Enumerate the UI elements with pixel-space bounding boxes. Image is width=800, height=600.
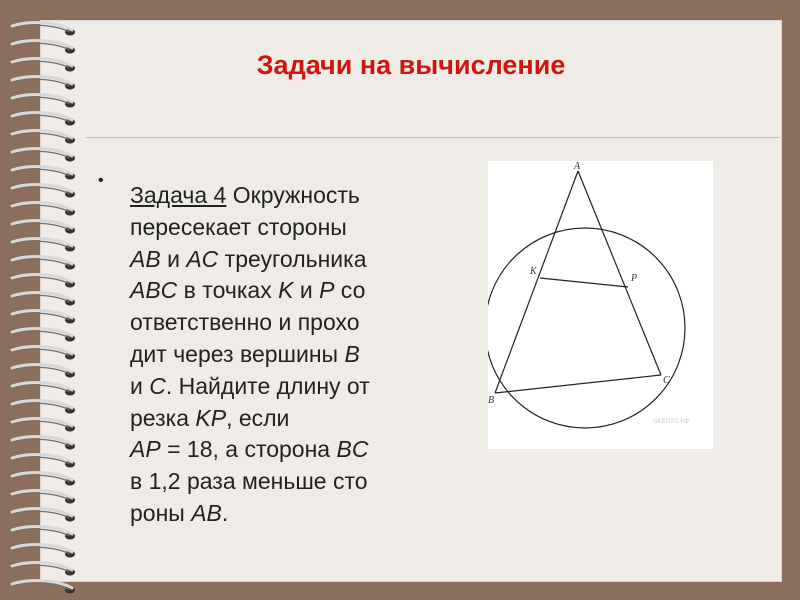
- binding-ring: [12, 293, 75, 306]
- binding-ring: [12, 329, 75, 342]
- task-line-5: ответственно и прохо: [130, 309, 360, 336]
- binding-ring: [12, 77, 75, 90]
- task-line-10: в 1,2 раза меньше сто: [130, 468, 368, 495]
- geometry-figure: [488, 161, 713, 449]
- binding-ring: [12, 473, 75, 486]
- side-ab: [495, 171, 578, 393]
- binding-ring: [12, 545, 75, 558]
- binding-ring: [12, 491, 75, 504]
- binding-ring: [12, 437, 75, 450]
- binding-ring: [12, 95, 75, 108]
- binding-ring: [12, 167, 75, 180]
- task-line-9: AP = 18, а сторона BC: [130, 436, 369, 463]
- label-p: P: [631, 273, 638, 284]
- task-line-4: ABC в точках K и P со: [130, 277, 366, 304]
- binding-ring: [12, 563, 75, 576]
- task-line-8: резка KP, если: [130, 404, 290, 431]
- watermark: OKEOTO.PФ: [653, 418, 690, 425]
- task-line-2: пересекает стороны: [130, 213, 347, 240]
- spiral-binding: [0, 0, 90, 600]
- binding-ring: [12, 131, 75, 144]
- slide-title: Задачи на вычисление: [256, 50, 566, 80]
- label-c: C: [663, 375, 670, 386]
- binding-ring: [12, 401, 75, 414]
- label-k: K: [530, 266, 537, 277]
- side-bc: [495, 375, 661, 393]
- binding-ring: [12, 185, 75, 198]
- binding-ring: [12, 59, 75, 72]
- binding-ring: [12, 257, 75, 270]
- binding-ring: [12, 113, 75, 126]
- binding-ring: [12, 239, 75, 252]
- task-label: Задача 4: [130, 182, 227, 208]
- binding-ring: [12, 41, 75, 54]
- binding-ring: [12, 365, 75, 378]
- label-a: A: [574, 161, 581, 172]
- binding-ring: [12, 581, 75, 594]
- binding-ring: [12, 149, 75, 162]
- task-line-1: Задача 4 Окружность: [130, 182, 360, 208]
- binding-ring: [12, 347, 75, 360]
- binding-ring: [12, 221, 75, 234]
- binding-ring: [12, 527, 75, 540]
- slide-page: [40, 20, 782, 582]
- task-line-7: и C. Найдите длину от: [130, 372, 370, 399]
- binding-ring: [12, 509, 75, 522]
- binding-ring: [12, 23, 75, 36]
- binding-ring: [12, 383, 75, 396]
- task-line-11: роны AB.: [130, 499, 229, 526]
- binding-ring: [12, 311, 75, 324]
- segment-kp: [540, 278, 628, 287]
- bullet-icon: •: [98, 172, 104, 189]
- binding-ring: [12, 455, 75, 468]
- task-text: [130, 180, 470, 530]
- task-line-6: дит через вершины B: [130, 340, 360, 367]
- circle-shape: [488, 228, 685, 428]
- binding-ring: [12, 419, 75, 432]
- binding-ring: [12, 275, 75, 288]
- binding-ring: [12, 203, 75, 216]
- label-b: B: [488, 395, 495, 406]
- task-line-3: AB и AC треугольника: [130, 245, 367, 272]
- side-ac: [578, 171, 661, 375]
- title-divider: [86, 137, 780, 138]
